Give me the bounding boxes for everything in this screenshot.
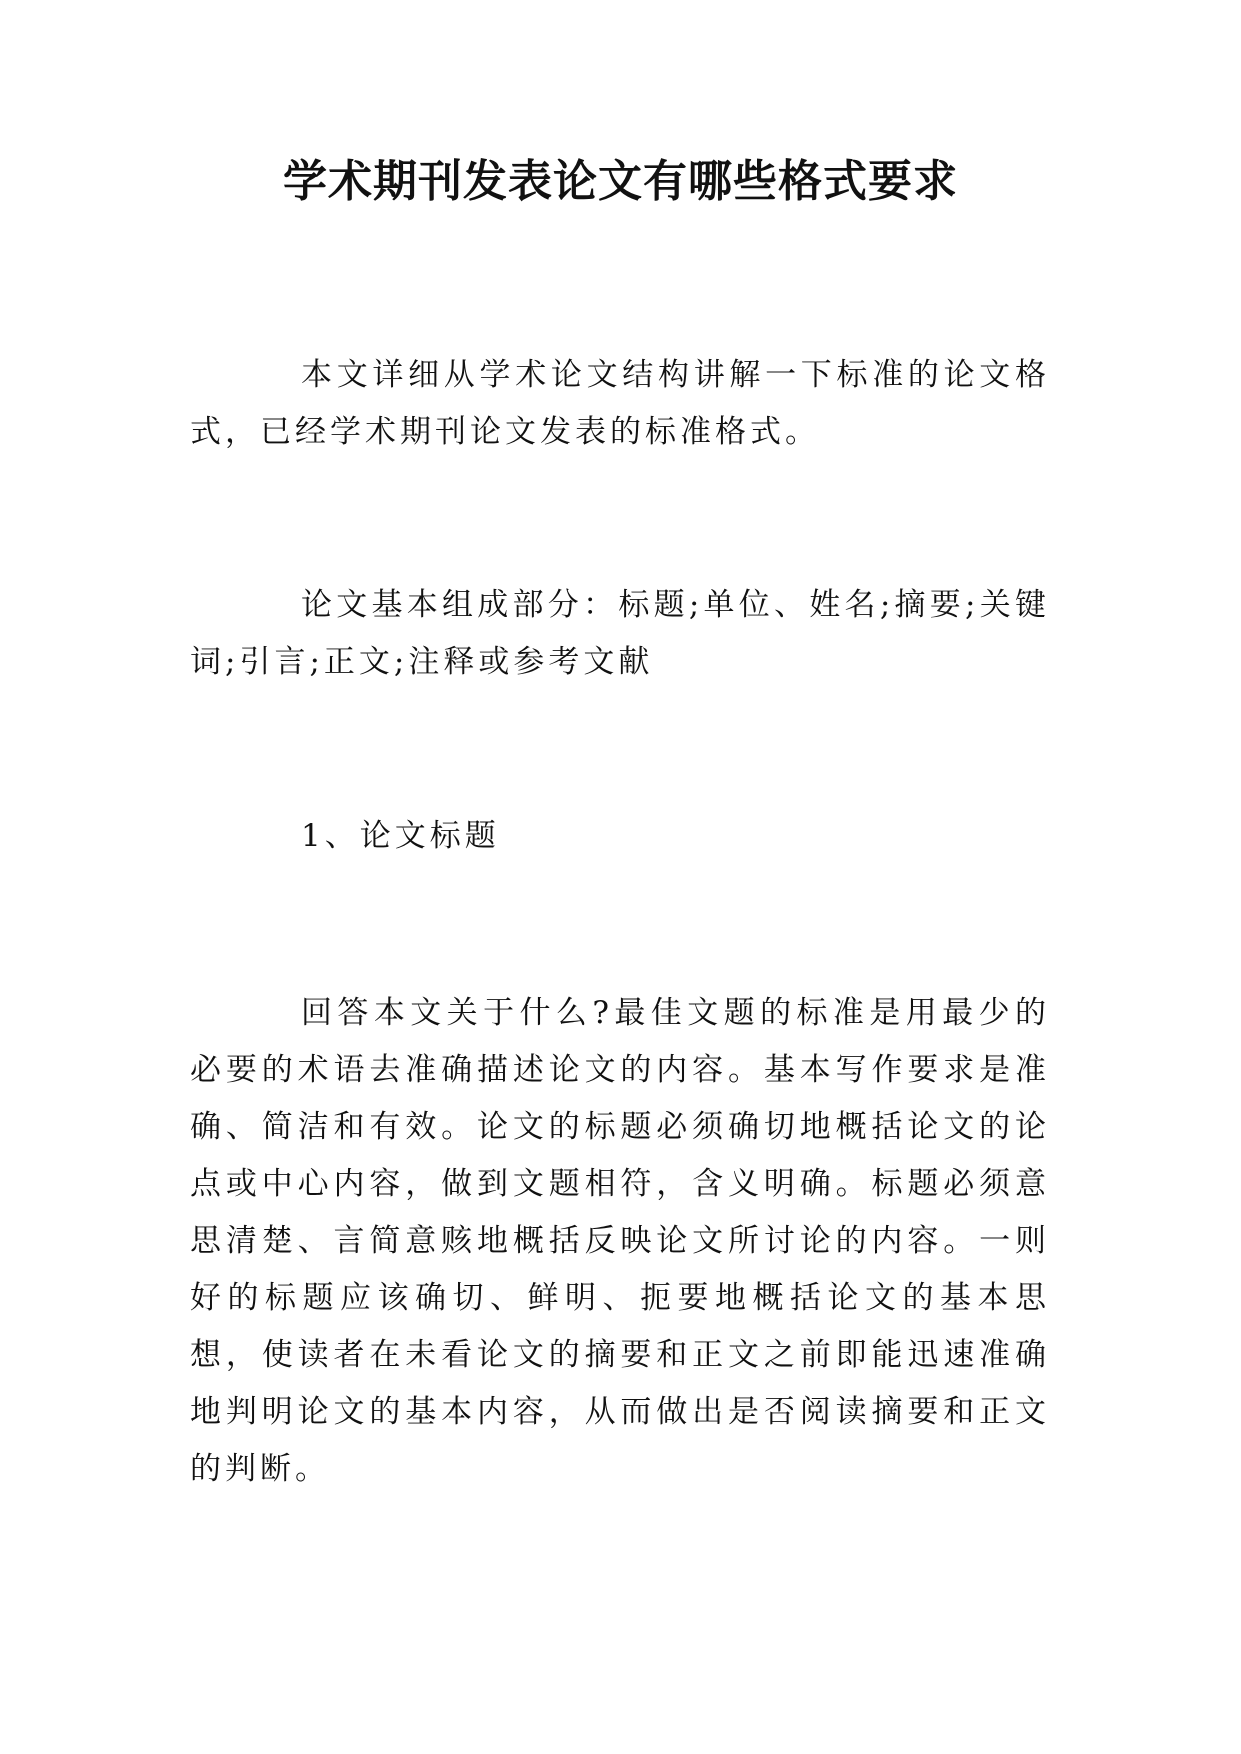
title-description-paragraph: 回答本文关于什么?最佳文题的标准是用最少的必要的术语去准确描述论文的内容。基本写作要求是准确、简洁和有效。论文的标题必须确切地概括论文的论点或中心内容，做到文题相符，含义明确。标题必须意思清楚、言简意赅地概括反映论文所讨论的内容。一则好的标题应该确切、鲜明、扼要地概括论文的基本思想，使读者在未看论文的摘要和正文之前即能迅速准确地判明论文的基本内容，从而做出是否阅读摘要和正文的判断。 bbox=[190, 995, 1050, 1487]
document-title: 学术期刊发表论文有哪些格式要求 bbox=[283, 156, 958, 207]
section-heading: 1、论文标题 bbox=[301, 818, 500, 854]
components-paragraph: 论文基本组成部分：标题;单位、姓名;摘要;关键词;引言;正文;注释或参考文献 bbox=[190, 587, 1050, 680]
intro-paragraph: 本文详细从学术论文结构讲解一下标准的论文格式，已经学术期刊论文发表的标准格式。 bbox=[190, 357, 1050, 450]
